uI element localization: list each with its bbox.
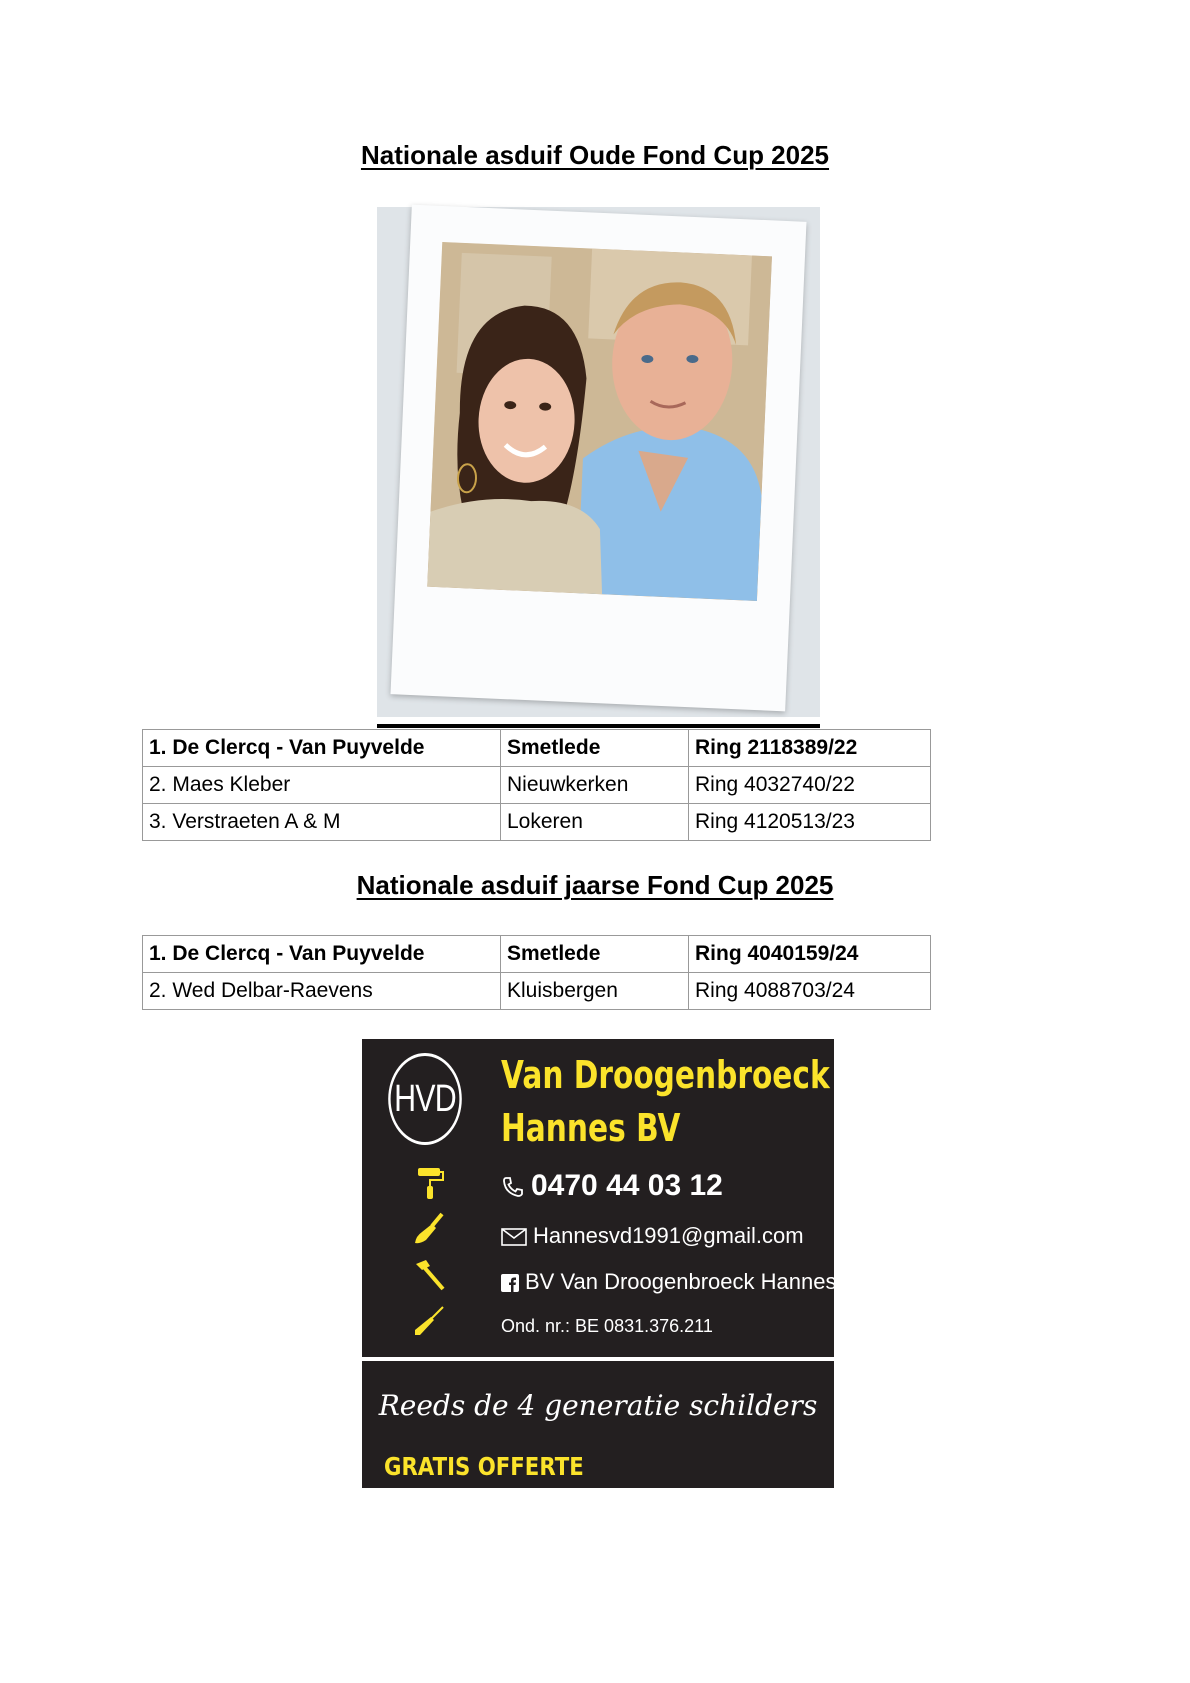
cell-name: 2. Maes Kleber (143, 767, 501, 804)
cell-name: 2. Wed Delbar-Raevens (143, 973, 501, 1010)
cell-ring: Ring 4120513/23 (689, 804, 931, 841)
paint-brush-icon (412, 1212, 446, 1246)
section2-results-table (142, 935, 931, 1010)
ad-divider (362, 1357, 834, 1361)
vat-number: Ond. nr.: BE 0831.376.211 (501, 1316, 713, 1336)
cell-ring: Ring 2118389/22 (689, 730, 931, 767)
table-row (143, 973, 931, 1010)
cell-place: Smetlede (501, 730, 689, 767)
section2-title: Nationale asduif jaarse Fond Cup 2025 (356, 870, 834, 900)
cell-place: Kluisbergen (501, 973, 689, 1010)
cell-ring: Ring 4032740/22 (689, 767, 931, 804)
slogan: Reeds de 4 generatie schilders (378, 1389, 818, 1422)
email-address (501, 1223, 804, 1249)
phone-number (501, 1169, 723, 1203)
hvd-logo: HVD (388, 1053, 462, 1145)
hammer-icon (412, 1258, 446, 1292)
table-row (143, 804, 931, 841)
paint-roller-icon (412, 1166, 446, 1200)
facebook-text: BV Van Droogenbroeck Hannes (525, 1269, 837, 1294)
company-name-line2: Hannes BV (501, 1106, 681, 1150)
facebook-icon (501, 1274, 519, 1292)
portrait-photo (377, 207, 820, 717)
cell-name: 1. De Clercq - Van Puyvelde (143, 936, 501, 973)
gratis-offerte-label: GRATIS OFFERTE (384, 1452, 584, 1481)
cell-place: Nieuwkerken (501, 767, 689, 804)
screwdriver-icon (412, 1304, 446, 1338)
section1-results-table (142, 729, 931, 841)
table-row (143, 936, 931, 973)
cell-place: Lokeren (501, 804, 689, 841)
section1-title: Nationale asduif Oude Fond Cup 2025 (360, 140, 830, 170)
company-name-line1: Van Droogenbroeck (501, 1053, 830, 1097)
photo-underline (377, 724, 820, 728)
table-row (143, 730, 931, 767)
facebook-page (501, 1269, 836, 1295)
cell-ring: Ring 4040159/24 (689, 936, 931, 973)
polaroid-card (391, 205, 807, 712)
advertisement-banner (362, 1039, 837, 1488)
cell-place: Smetlede (501, 936, 689, 973)
cell-name: 1. De Clercq - Van Puyvelde (143, 730, 501, 767)
cell-ring: Ring 4088703/24 (689, 973, 931, 1010)
couple-photo (427, 242, 772, 601)
phone-icon (501, 1175, 525, 1199)
phone-text: 0470 44 03 12 (531, 1169, 723, 1202)
mail-icon (501, 1228, 527, 1246)
cell-name: 3. Verstraeten A & M (143, 804, 501, 841)
table-row (143, 767, 931, 804)
email-text: Hannesvd1991@gmail.com (533, 1223, 804, 1248)
